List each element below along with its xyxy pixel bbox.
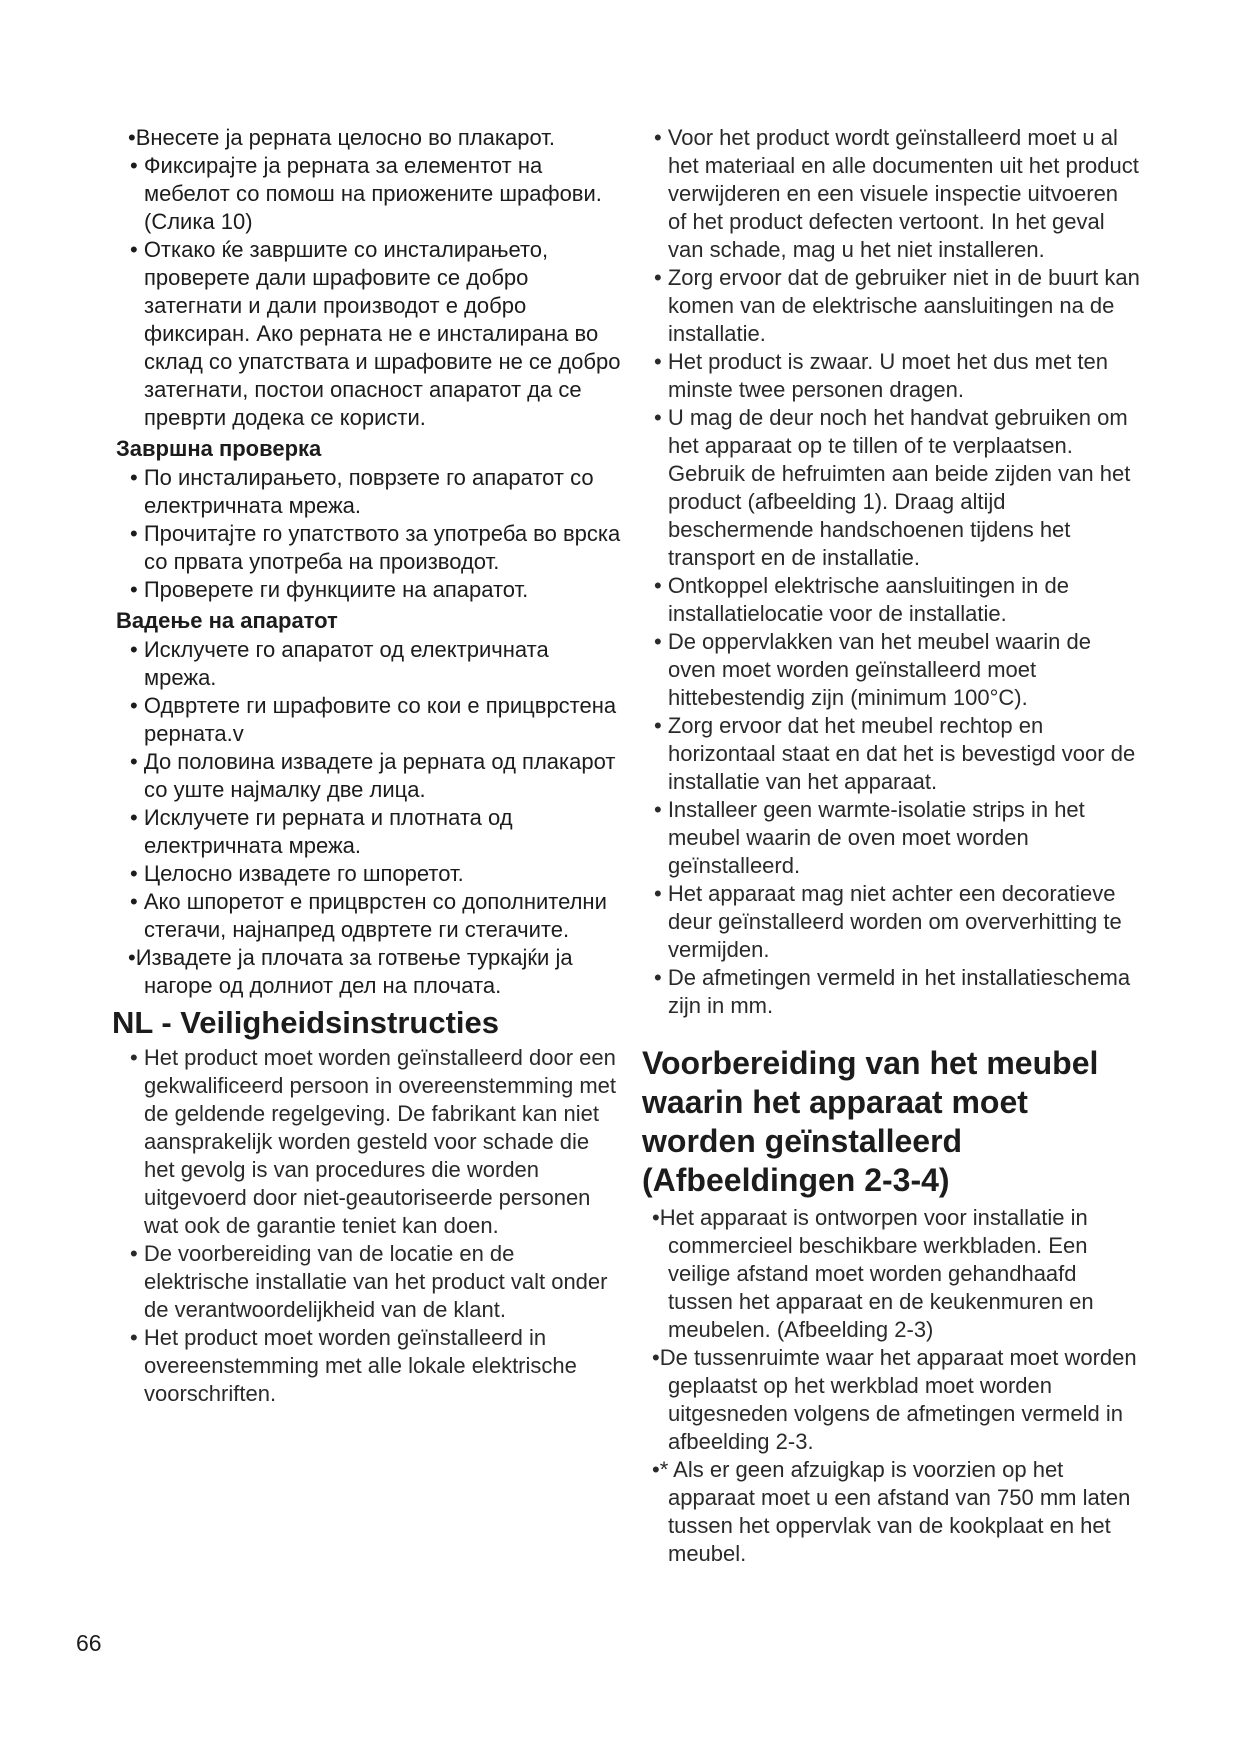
list-item: • De afmetingen vermeld in het installatieschema zijn in mm.	[654, 965, 1131, 1018]
list-item: • Het product moet worden geïnstalleerd in overeenstemming met alle lokale elektrische voorschriften.	[130, 1325, 577, 1406]
list-item: •De tussenruimte waar het apparaat moet worden geplaatst op het werkblad moet worden uitgesneden volgens de afmetingen vermeld in afbeelding 2-3.	[652, 1345, 1137, 1454]
list-item: • Installeer geen warmte-isolatie strips in het meubel waarin de oven moet worden geïnstalleerd.	[654, 797, 1085, 878]
section-heading-final-check: Завршна проверка	[116, 436, 322, 461]
list-item: • Zorg ervoor dat de gebruiker niet in de buurt kan komen van de elektrische aansluitingen na de installatie.	[654, 265, 1140, 346]
list-item: • Het product moet worden geïnstalleerd door een gekwalificeerd persoon in overeenstemming met de geldende regelgeving. De fabrikant kan niet aansprakelijk worden gesteld voor schade die het gevolg is van procedures die worden uitgevoerd door niet-geautoriseerde personen wat ook de garantie teniet kan doen.	[130, 1045, 617, 1238]
list-item: • Одвртете ги шрафовите со кои е прицврстена рерната.v	[130, 693, 617, 746]
list-item: • Zorg ervoor dat het meubel rechtop en horizontaal staat en dat het is bevestigd voor de installatie van het apparaat.	[654, 713, 1136, 794]
list-item: • Исклучете го апаратот од електричната мрежа.	[130, 637, 549, 690]
list-item: • Исклучете ги рерната и плотната од електричната мрежа.	[130, 805, 513, 858]
page-number: 66	[76, 1630, 102, 1656]
list-item: • U mag de deur noch het handvat gebruiken om het apparaat op te tillen of te verplaatsen. Gebruik de hefruimten aan beide zijden van het product (afbeelding 1). Draag altijd beschermende handschoenen tijdens het transport en de installatie.	[654, 405, 1131, 570]
list-item: • Фиксирајте ја рерната за елементот на мебелот со помош на приожените шрафови. (Слика 10)	[130, 153, 602, 234]
list-item: •Извадете ја плочата за готвење туркајќи ја нагоре од долниот дел на плочата.	[128, 945, 573, 998]
left-column	[112, 124, 624, 1408]
list-item: • Het apparaat mag niet achter een decoratieve deur geïnstalleerd worden om oververhitting te vermijden.	[654, 881, 1122, 962]
list-item: • Откако ќе завршите со инсталирањето, проверете дали шрафовите се добро затегнати и дали производот е добро фиксиран. Ако рерната не е инсталирана во склад со упатствата и шрафовите не се добро затегнати, постои опасност апаратот да се преврти додека се користи.	[130, 237, 621, 430]
list-item: • Прочитајте го упатството за употреба во врска со првата употреба на производот.	[130, 521, 621, 574]
list-item: • De voorbereiding van de locatie en de elektrische installatie van het product valt onder de verantwoordelijkheid van de klant.	[130, 1241, 608, 1322]
list-item: • De oppervlakken van het meubel waarin de oven moet worden geïnstalleerd moet hittebestendig zijn (minimum 100°C).	[654, 629, 1091, 710]
list-item: • Проверете ги функциите на апаратот.	[130, 577, 529, 602]
section-heading-removal: Вадење на апаратот	[116, 608, 338, 633]
list-item: • Целосно извадете го шпоретот.	[130, 861, 464, 886]
list-item: •* Als er geen afzuigkap is voorzien op het apparaat moet u een afstand van 750 mm laten tussen het oppervlak van de kookplaat en het meubel.	[652, 1457, 1131, 1566]
nl-safety-heading: NL - Veiligheidsinstructies	[112, 1005, 500, 1040]
list-item: • Voor het product wordt geïnstalleerd moet u al het materiaal en alle documenten uit het product verwijderen en een visuele inspectie uitvoeren of het product defecten vertoont. In het geval van schade, mag u het niet installeren.	[654, 125, 1139, 262]
nl-safety-list	[118, 1044, 624, 1408]
list-item: • Ontkoppel elektrische aansluitingen in de installatielocatie voor de installatie.	[654, 573, 1069, 626]
list-item: • По инсталирањето, поврзете го апаратот со електричната мрежа.	[130, 465, 594, 518]
right-column	[642, 124, 1142, 1568]
list-item: •Внесете ја рерната целосно во плакарот.	[128, 125, 555, 150]
list-item: • До половина извадете ја рерната од плакарот со уште најмалку две лица.	[130, 749, 616, 802]
list-item: • Ако шпоретот е прицврстен со дополнителни стегачи, најнапред одвртете ги стегачите.	[130, 889, 607, 942]
list-item: • Het product is zwaar. U moet het dus met ten minste twee personen dragen.	[654, 349, 1109, 402]
preparation-heading: Voorbereiding van het meubel waarin het apparaat moet worden geïnstalleerd (Afbeeldingen 2-3-4)	[642, 1045, 1099, 1198]
list-item: •Het apparaat is ontworpen voor installatie in commercieel beschikbare werkbladen. Een veilige afstand moet worden gehandhaafd tussen het apparaat en de keukenmuren en meubelen. (Afbeelding 2-3)	[652, 1205, 1094, 1342]
